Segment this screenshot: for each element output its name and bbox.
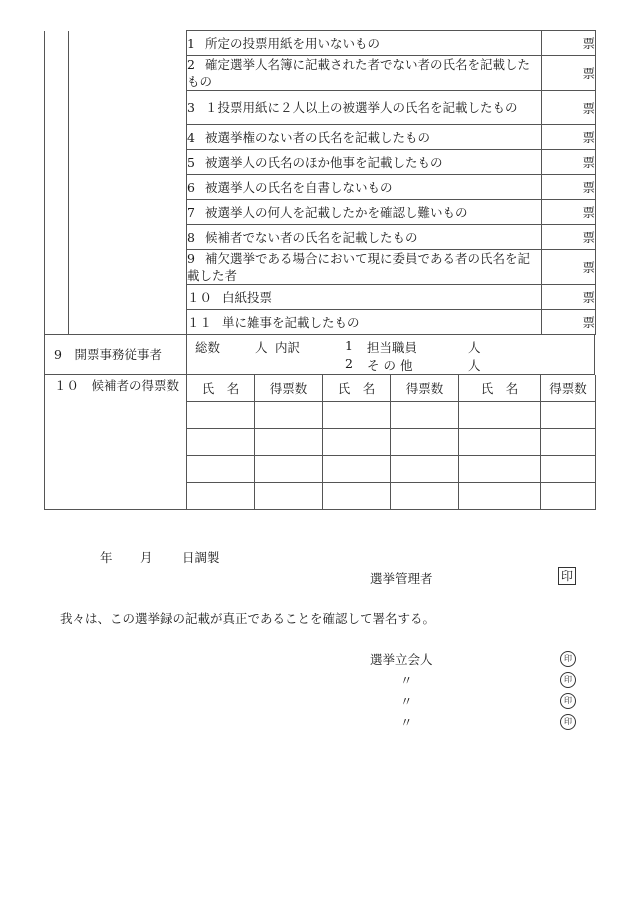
candidate-votes-cell[interactable]: [541, 456, 596, 483]
candidate-votes-cell[interactable]: [391, 402, 459, 429]
blank-cell: [69, 175, 187, 200]
counting-staff-label: 9 開票事務従事者: [45, 335, 187, 374]
invalid-reason-number: １１: [187, 314, 213, 330]
candidate-name-cell[interactable]: [323, 456, 391, 483]
blank-cell: [45, 125, 69, 150]
staff-item1-no: 1: [345, 338, 353, 353]
header-name-3: 氏 名: [459, 375, 541, 402]
staff-total-label: 総数: [195, 340, 221, 355]
invalid-reason-row: [45, 31, 596, 56]
candidate-votes-cell[interactable]: [255, 402, 323, 429]
candidate-votes-label: １０ 候補者の得票数: [45, 375, 187, 510]
date-day: 日調製: [182, 550, 220, 565]
invalid-reason-text: [187, 225, 542, 250]
invalid-reason-row: [45, 200, 596, 225]
header-name-1: 氏 名: [187, 375, 255, 402]
header-votes-2: 得票数: [391, 375, 459, 402]
staff-breakdown-label: 内訳: [275, 340, 301, 355]
witness-seal-icon-2: 印: [560, 672, 576, 688]
invalid-reason-description: 被選挙人の氏名を自書しないもの: [204, 179, 393, 195]
candidate-votes-cell[interactable]: [541, 483, 596, 510]
invalid-reason-number: １０: [187, 289, 213, 305]
election-record-form: [44, 30, 595, 510]
candidate-name-cell[interactable]: [323, 402, 391, 429]
blank-cell: [69, 310, 187, 335]
header-votes-3: 得票数: [541, 375, 596, 402]
blank-cell: [69, 200, 187, 225]
staff-item2-unit: 人: [468, 358, 481, 373]
invalid-reason-description: 白紙投票: [222, 289, 273, 305]
invalid-reason-description: 被選挙人の何人を記載したかを確認し難いもの: [204, 204, 468, 220]
vote-count-unit: 票: [542, 125, 596, 150]
invalid-reason-text: [187, 250, 542, 285]
blank-cell: [45, 250, 69, 285]
invalid-reason-text: [187, 91, 542, 125]
candidate-name-cell[interactable]: [459, 402, 541, 429]
invalid-reason-number: 1: [187, 35, 195, 51]
invalid-votes-table: [44, 30, 596, 335]
invalid-reason-row: [45, 125, 596, 150]
vote-count-unit: 票: [542, 250, 596, 285]
header-votes-1: 得票数: [255, 375, 323, 402]
date-month: 月: [140, 550, 153, 565]
candidate-votes-cell[interactable]: [541, 429, 596, 456]
blank-cell: [45, 225, 69, 250]
vote-count-unit: 票: [542, 175, 596, 200]
invalid-reason-row: [45, 56, 596, 91]
invalid-reason-row: [45, 150, 596, 175]
candidate-name-cell[interactable]: [187, 483, 255, 510]
manager-label: 選挙管理者: [370, 571, 433, 586]
witness-seal-icon-4: 印: [560, 714, 576, 730]
manager-seal-icon: 印: [558, 567, 576, 585]
candidate-votes-cell[interactable]: [391, 456, 459, 483]
invalid-reason-row: [45, 285, 596, 310]
invalid-reason-number: 3: [187, 100, 195, 115]
blank-cell: [45, 56, 69, 91]
invalid-reason-row: [45, 91, 596, 125]
counting-staff-row: [44, 335, 595, 375]
candidate-name-cell[interactable]: [187, 456, 255, 483]
witness-seal-icon-3: 印: [560, 693, 576, 709]
invalid-reason-description: 補欠選挙である場合において現に委員である者の氏名を記載した者: [187, 251, 530, 283]
candidate-name-cell[interactable]: [323, 483, 391, 510]
invalid-reason-description: 確定選挙人名簿に記載された者でない者の氏名を記載したもの: [187, 57, 530, 89]
witness-seal-icon-1: 印: [560, 651, 576, 667]
invalid-reason-text: [187, 56, 542, 91]
vote-count-unit: 票: [542, 225, 596, 250]
invalid-reason-row: [45, 225, 596, 250]
blank-cell: [69, 91, 187, 125]
blank-cell: [69, 56, 187, 91]
candidate-votes-cell[interactable]: [541, 402, 596, 429]
staff-item2-label: そ の 他: [367, 358, 413, 373]
candidate-name-cell[interactable]: [459, 483, 541, 510]
invalid-reason-number: 5: [187, 154, 195, 170]
candidate-name-cell[interactable]: [187, 429, 255, 456]
invalid-reason-description: 所定の投票用紙を用いないもの: [204, 35, 380, 51]
invalid-reason-number: 6: [187, 179, 195, 195]
staff-item1-unit: 人: [468, 340, 481, 355]
invalid-reason-description: 候補者でない者の氏名を記載したもの: [204, 229, 418, 245]
invalid-reason-row: [45, 175, 596, 200]
invalid-reason-text: [187, 125, 542, 150]
blank-cell: [45, 285, 69, 310]
vote-count-unit: 票: [542, 31, 596, 56]
invalid-reason-description: 被選挙人の氏名のほか他事を記載したもの: [204, 154, 443, 170]
blank-cell: [45, 310, 69, 335]
vote-count-unit: 票: [542, 56, 596, 91]
blank-cell: [45, 91, 69, 125]
date-year: 年: [100, 550, 113, 565]
vote-count-unit: 票: [542, 150, 596, 175]
blank-cell: [69, 225, 187, 250]
staff-item1-label: 担当職員: [367, 340, 418, 355]
candidate-votes-cell[interactable]: [255, 456, 323, 483]
blank-cell: [69, 250, 187, 285]
candidate-votes-cell[interactable]: [255, 429, 323, 456]
staff-total-unit: 人: [255, 340, 268, 355]
invalid-reason-number: 9: [187, 251, 195, 266]
blank-cell: [45, 31, 69, 56]
candidate-votes-table: [44, 375, 596, 510]
candidate-name-cell[interactable]: [187, 402, 255, 429]
invalid-reason-text: [187, 150, 542, 175]
invalid-reason-text: [187, 200, 542, 225]
candidate-votes-cell[interactable]: [391, 483, 459, 510]
vote-count-unit: 票: [542, 200, 596, 225]
candidate-name-cell[interactable]: [459, 429, 541, 456]
invalid-reason-description: １投票用紙に２人以上の被選挙人の氏名を記載したもの: [204, 100, 518, 115]
invalid-reason-description: 被選挙権のない者の氏名を記載したもの: [204, 129, 430, 145]
invalid-reason-description: 単に雑事を記載したもの: [222, 314, 360, 330]
vote-count-unit: 票: [542, 285, 596, 310]
blank-cell: [69, 31, 187, 56]
invalid-reason-text: [187, 310, 542, 335]
candidate-votes-cell[interactable]: [391, 429, 459, 456]
staff-item2-no: 2: [345, 356, 353, 371]
confirmation-statement: 我々は、この選挙録の記載が真正であることを確認して署名する。: [60, 611, 436, 626]
invalid-reason-text: [187, 175, 542, 200]
invalid-reason-row: [45, 310, 596, 335]
invalid-reason-number: 7: [187, 204, 195, 220]
invalid-reason-row: [45, 250, 596, 285]
blank-cell: [69, 125, 187, 150]
blank-cell: [45, 175, 69, 200]
invalid-reason-text: [187, 31, 542, 56]
ditto-mark-2: 〃: [400, 694, 413, 709]
blank-cell: [69, 150, 187, 175]
candidate-name-cell[interactable]: [323, 429, 391, 456]
invalid-reason-text: [187, 285, 542, 310]
candidate-votes-cell[interactable]: [255, 483, 323, 510]
invalid-reason-number: 2: [187, 57, 195, 72]
witness-label: 選挙立会人: [370, 652, 433, 667]
blank-cell: [45, 200, 69, 225]
blank-cell: [45, 150, 69, 175]
vote-count-unit: 票: [542, 310, 596, 335]
candidate-name-cell[interactable]: [459, 456, 541, 483]
ditto-mark-3: 〃: [400, 715, 413, 730]
ditto-mark-1: 〃: [400, 673, 413, 688]
header-name-2: 氏 名: [323, 375, 391, 402]
invalid-reason-number: 4: [187, 129, 195, 145]
blank-cell: [69, 285, 187, 310]
invalid-reason-number: 8: [187, 229, 195, 245]
vote-count-unit: 票: [542, 91, 596, 125]
